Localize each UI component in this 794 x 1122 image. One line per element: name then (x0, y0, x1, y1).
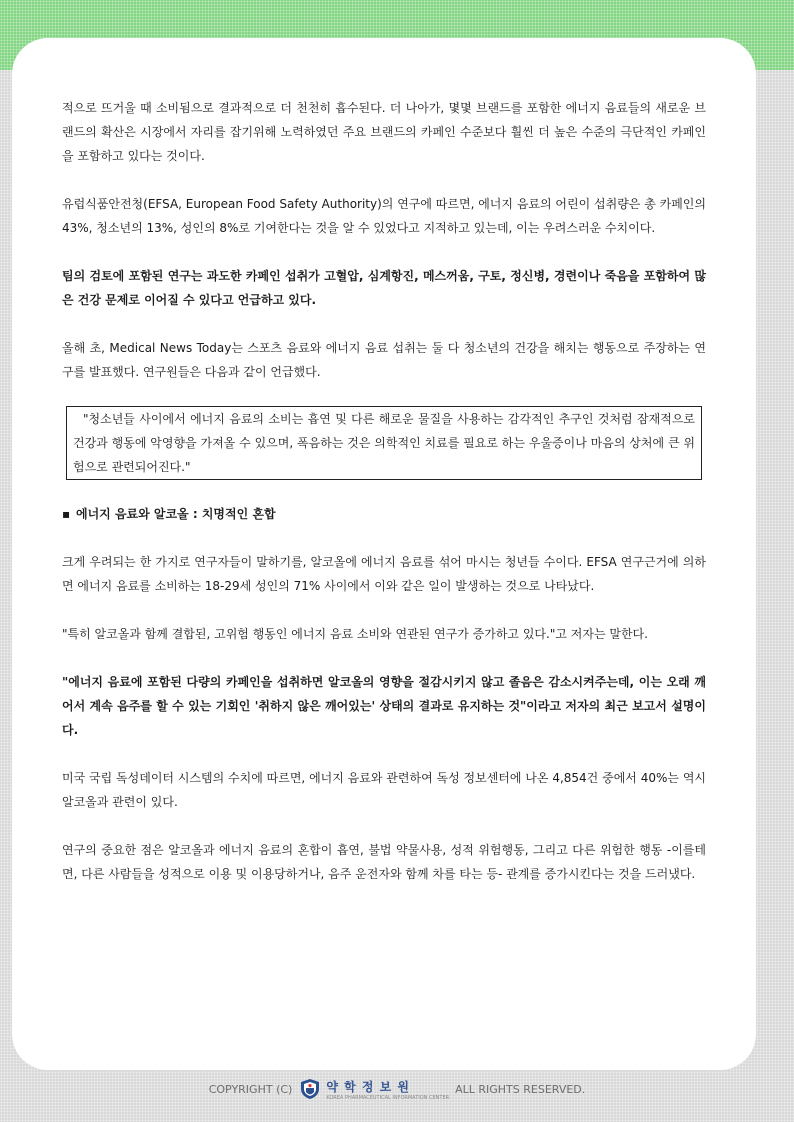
org-subtitle: KOREA PHARMACEUTICAL INFORMATION CENTER (326, 1094, 450, 1101)
quote-text: "청소년들 사이에서 에너지 음료의 소비는 흡연 및 다른 해로운 물질을 사용하는 감각적인 추구인 것처럼 잠재적으로 건강과 행동에 악영향을 가져올 수 있으며, 폭음하는 것은 의학적인 치료를 필요로 하는 우울증이나 마음의 상처에 큰 위험으로 관련되어진다." (73, 412, 695, 474)
paragraph-efsa: 유럽식품안전청(EFSA, European Food Safety Authority)의 연구에 따르면, 에너지 음료의 어린이 섭취량은 총 카페인의 43%, 청소년의 13%, 성인의 8%로 기여한다는 것을 알 수 있었다고 지적하고 있는데, 이는 우려스러운 수치이다. (62, 197, 706, 235)
paragraph-caffeine-alcohol: "에너지 음료에 포함된 다량의 카페인을 섭취하면 알코올의 영향을 절감시키지 않고 졸음은 감소시켜주는데, 이는 오래 깨어서 계속 음주를 할 수 있는 기회인 '취하지 않은 깨어있는' 상태의 결과로 유지하는 것"이라고 저자의 최근 보고서 설명이다. (62, 675, 706, 737)
paragraph-intro: 적으로 뜨거울 때 소비됨으로 결과적으로 더 천천히 흡수된다. 더 나아가, 몇몇 브랜드를 포함한 에너지 음료들의 새로운 브랜드의 확산은 시장에서 자리를 잡기위해 노력하였던 주요 브랜드의 카페인 수준보다 훨씬 더 높은 수준의 극단적인 카페인을 포함하고 있다는 것이다. (62, 101, 706, 163)
paragraph-conclusion: 연구의 중요한 점은 알코올과 에너지 음료의 혼합이 흡연, 불법 약물사용, 성적 위험행동, 그리고 다른 위험한 행동 -이를테면, 다른 사람들을 성적으로 이용 및 이용당하거나, 음주 운전자와 함께 차를 타는 등- 관계를 증가시킨다는 것을 드러냈다. (62, 843, 706, 881)
paragraph-toxicity-data: 미국 국립 독성데이터 시스템의 수치에 따르면, 에너지 음료와 관련하여 독성 정보센터에 나온 4,854건 중에서 40%는 역시 알코올과 관련이 있다. (62, 771, 706, 809)
footer (0, 1074, 794, 1104)
section-heading-text: 에너지 음료와 알코올 : 치명적인 혼합 (76, 507, 276, 521)
rights-text: ALL RIGHTS RESERVED. (455, 1082, 586, 1096)
document-body (62, 96, 706, 886)
paragraph-medical-news: 올해 초, Medical News Today는 스포츠 음료와 에너지 음료 섭취는 둘 다 청소년의 건강을 해치는 행동으로 주장하는 연구를 발표했다. 연구원들은 다음과 같이 언급했다. (62, 341, 706, 379)
quote-box (66, 406, 702, 480)
paragraph-author-quote: "특히 알코올과 함께 결합된, 고위험 행동인 에너지 음료 소비와 연관된 연구가 증가하고 있다."고 저자는 말한다. (62, 627, 648, 641)
bullet-icon: ▪ (62, 507, 71, 521)
org-block (326, 1078, 449, 1101)
section-heading (62, 502, 706, 526)
paragraph-concern: 크게 우려되는 한 가지로 연구자들이 말하기를, 알코올에 에너지 음료를 섞어 마시는 청년들 수이다. EFSA 연구근거에 의하면 에너지 음료를 소비하는 18-29세 성인의 71% 사이에서 이와 같은 일이 발생하는 것으로 나타났다. (62, 555, 706, 593)
shield-logo-icon (300, 1078, 320, 1100)
paragraph-team-review: 팀의 검토에 포함된 연구는 과도한 카페인 섭취가 고혈압, 심계항진, 메스꺼움, 구토, 정신병, 경련이나 죽음을 포함하여 많은 건강 문제로 이어질 수 있다고 언급하고 있다. (62, 269, 706, 307)
org-name: 약 학 정 보 원 (326, 1079, 411, 1094)
copyright-text: COPYRIGHT (C) (208, 1082, 293, 1096)
